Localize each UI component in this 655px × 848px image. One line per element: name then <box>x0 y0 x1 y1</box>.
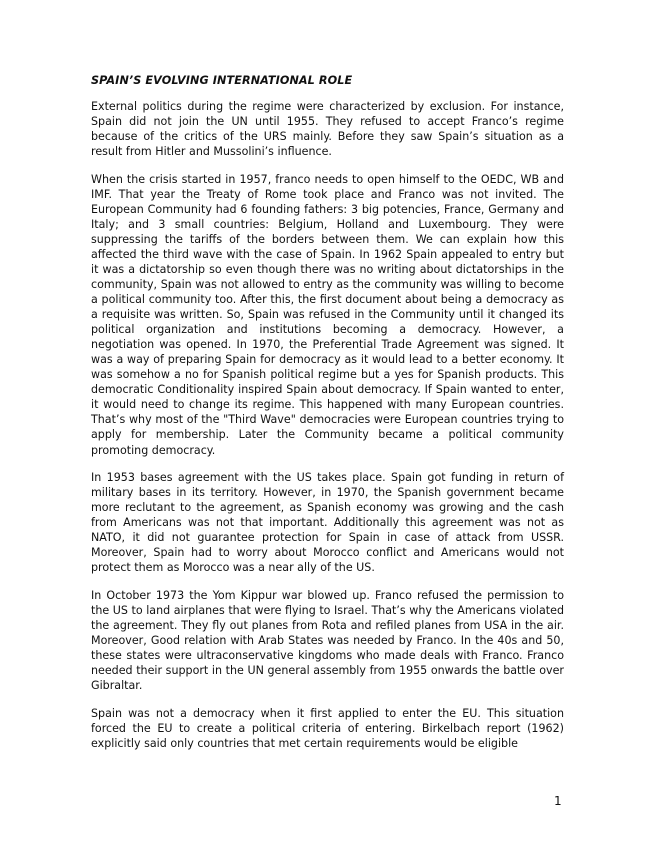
paragraph-us-bases-agreement: In 1953 bases agreement with the US takes place. Spain got funding in return of military bases in its territory. However, in 1970, the Spanish government became more reclutant to the agreement, as Spanish economy was growing and the cash from Americans was not that important. Additionally this agreement was not as NATO, it did not guarantee protection for Spain in case of attack from USSR. Moreover, Spain had to worry about Morocco conflict and Americans would not protect them as Morocco was a near ally of the US. <box>91 471 564 575</box>
paragraph-exclusion: External politics during the regime were characterized by exclusion. For instance, Spain did not join the UN until 1955. They refused to accept Franco’s regime because of the critics of the URS mainly. Before they saw Spain’s situation as a result from Hitler and Mussolini’s influence. <box>91 100 564 159</box>
paragraph-european-community: When the crisis started in 1957, franco needs to open himself to the OEDC, WB and IMF. That year the Treaty of Rome took place and Franco was not invited. The European Community had 6 founding fathers: 3 big potencies, France, Germany and Italy; and 3 small countries: Belgium, Holland and Luxembourg. They were suppressing the tariffs of the borders between them. We can explain how this affected the third wave with the case of Spain. In 1962 Spain appealed to entry but it was a dictatorship so even though there was no writing about dictatorships in the community, Spain was not allowed to entry as the community was willing to become a political community too. After this, the first document about being a democracy as a requisite was written. So, Spain was refused in the Community until it changed its political organization and institutions becoming a democracy. However, a negotiation was opened. In 1970, the Preferential Trade Agreement was signed. It was a way of preparing Spain for democracy as it would lead to a better economy. It was somehow a no for Spanish political regime but a yes for Spanish products. This democratic Conditionality inspired Spain about democracy. If Spain wanted to enter, it would need to change its regime. This happened with many European countries. That’s why most of the "Third Wave" democracies were European countries trying to apply for membership. Later the Community became a political community promoting democracy. <box>91 172 564 457</box>
paragraph-yom-kippur-war: In October 1973 the Yom Kippur war blowed up. Franco refused the permission to the US to land airplanes that were flying to Israel. That’s why the Americans violated the agreement. They fly out planes from Rota and refiled planes from USA in the air. Moreover, Good relation with Arab States was needed by Franco. In the 40s and 50, these states were ultraconservative kingdoms who made deals with Franco. Franco needed their support in the UN general assembly from 1955 onwards the battle over Gibraltar. <box>91 588 564 693</box>
document-title: SPAIN’S EVOLVING INTERNATIONAL ROLE <box>91 74 353 87</box>
document-body <box>91 99 564 763</box>
paragraph-eu-application: Spain was not a democracy when it first applied to enter the EU. This situation forced the EU to create a political criteria of entering. Birkelbach report (1962) explicitly said only countries that met certain requirements would be eligible <box>91 706 564 750</box>
page-number: 1 <box>554 794 562 808</box>
